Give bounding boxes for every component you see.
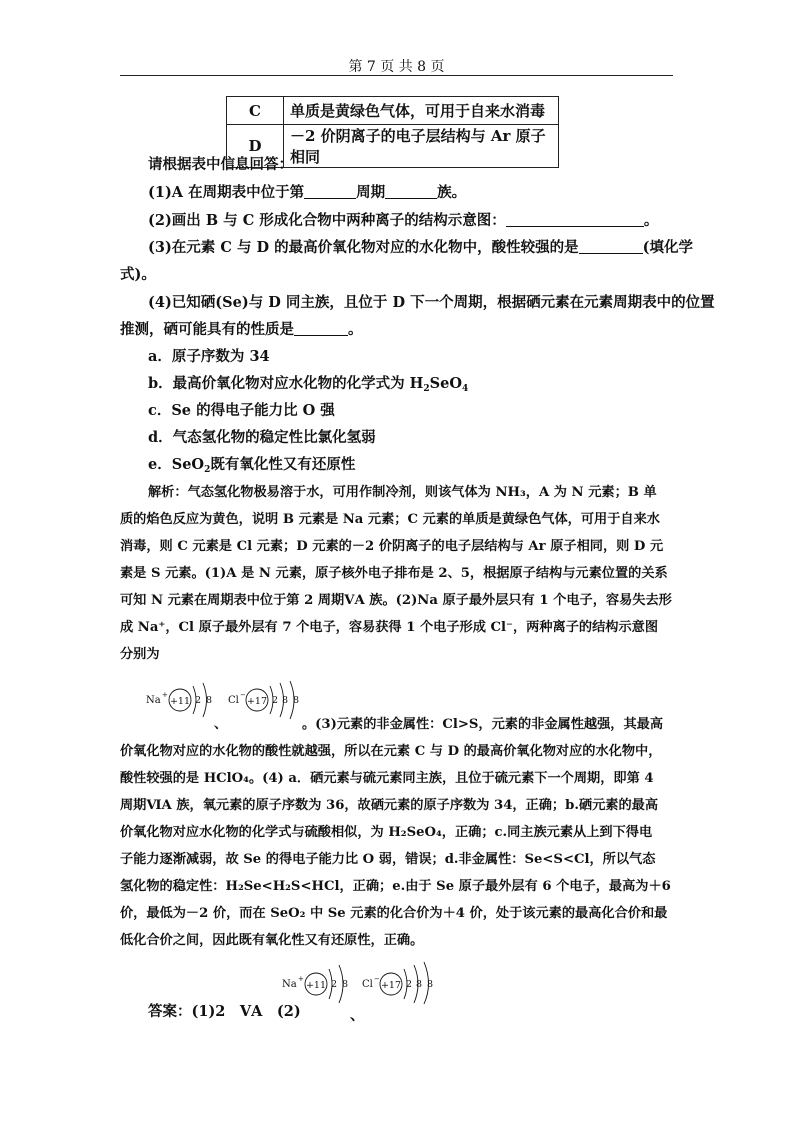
analysis-line [120, 589, 672, 608]
option-c-text: c．Se 的得电子能力比 O 强 [148, 402, 335, 419]
q2-text-a: (2)画出 B 与 C 形成化合物中两种离子的结构示意图： [148, 212, 506, 229]
analysis-line [120, 508, 660, 527]
analysis-text: 周期ⅥA 族，氧元素的原子序数为 36，故硒元素的原子序数为 34，正确；b.硒元素的最高 [120, 798, 659, 813]
analysis-line [120, 848, 655, 867]
q3-text-b: (填化学 [642, 239, 693, 256]
shell-electron-count: 2 [406, 979, 413, 990]
option-d-text: d．气态氢化物的稳定性比氯化氢弱 [148, 429, 376, 446]
answer-blank[interactable] [294, 321, 348, 336]
table-cell-value: －2 价阴离子的电子层结构与 Ar 原子相同 [284, 125, 559, 168]
analysis-line [120, 740, 661, 759]
analysis-text: 素是 S 元素。(1)A 是 N 元素，原子核外电子排布是 2、5，根据原子结构与元素位置的关系 [120, 566, 668, 581]
subscript: 2 [423, 384, 430, 394]
page-number-label: 第 7 页 共 8 页 [348, 59, 445, 75]
analysis-line [120, 929, 423, 948]
q2-text-b: 。 [643, 212, 659, 229]
shell-electron-count: 8 [342, 979, 349, 990]
shell-electron-count: 8 [206, 695, 213, 706]
question-3 [148, 236, 693, 257]
table-cell-key: C [227, 97, 284, 125]
option-e [148, 453, 355, 475]
na-ion-structure-diagram [146, 680, 216, 720]
option-c [148, 399, 335, 420]
q1-text-a: (1)A 在周期表中位于第 [148, 184, 305, 201]
answer-blank[interactable] [304, 184, 356, 199]
separator-text: 、 [214, 717, 228, 732]
ion-charge: − [240, 691, 246, 699]
option-b-text-mid: SeO [429, 375, 462, 392]
analysis-line [120, 616, 658, 635]
answer-blank[interactable] [385, 184, 437, 199]
q3-text-c: 式)。 [120, 266, 156, 283]
ion-charge: − [374, 975, 380, 983]
cl-ion-structure-diagram [228, 680, 308, 720]
subscript: 4 [461, 384, 469, 394]
q1-text-c: 族。 [437, 184, 467, 201]
option-a [148, 345, 270, 366]
question-4-line2 [120, 318, 363, 339]
question-2 [148, 209, 658, 230]
analysis-text: 价，最低为－2 价，而在 SeO₂ 中 Se 元素的化合价为＋4 价，处于该元素的最高化合价和最 [120, 906, 668, 921]
analysis-text: 酸性较强的是 HClO₄。(4) a．硒元素与硫元素同主族，且位于硫元素下一个周期，即第 4 [120, 771, 654, 786]
atom-symbol: Cl [362, 979, 373, 990]
analysis-line [120, 562, 668, 581]
q3-text-a: (3)在元素 C 与 D 的最高价氧化物对应的水化物中，酸性较强的是 [148, 239, 579, 256]
analysis-text: 价氧化物对应的水化物的酸性就越强，所以在元素 C 与 D 的最高价氧化物对应的水化物中， [120, 744, 662, 759]
analysis-text: 。(3)元素的非金属性：Cl>S，元素的非金属性越强，其最高 [302, 717, 664, 732]
analysis-text: 质的焰色反应为黄色，说明 B 元素是 Na 元素；C 元素的单质是黄绿色气体，可用于自来水 [120, 512, 660, 527]
analysis-text: 气态氢化物极易溶于水，可用作制冷剂，则该气体为 NH₃，A 为 N 元素；B 单 [187, 485, 657, 500]
q4-text-b: 。 [348, 321, 363, 338]
analysis-line [120, 794, 658, 813]
answer-label: 答案： [148, 1003, 192, 1020]
separator-text: 、 [350, 1007, 365, 1024]
table-row [227, 97, 559, 125]
cl-ion-structure-diagram [362, 960, 444, 1004]
question-intro [148, 153, 293, 174]
ion-charge: + [298, 975, 304, 983]
answer-blank[interactable] [506, 212, 644, 227]
analysis-text: 消毒，则 C 元素是 Cl 元素；D 元素的－2 价阴离子的电子层结构与 Ar 原子相同，则 D 元 [120, 539, 664, 554]
table-cell-value: 单质是黄绿色气体，可用于自来水消毒 [284, 97, 559, 125]
page-header [120, 55, 673, 76]
shell-electron-count: 8 [416, 979, 423, 990]
shell-electron-count: 8 [293, 695, 300, 706]
q4-text-line1: (4)已知硒(Se)与 D 同主族，且位于 D 下一个周期，根据硒元素在元素周期表中的位置 [148, 294, 715, 311]
analysis-text: 分别为 [120, 647, 160, 662]
q1-text-b: 周期 [356, 184, 386, 201]
nucleus-charge: +11 [169, 696, 191, 707]
option-b-text: b．最高价氧化物对应水化物的化学式为 H [148, 375, 424, 392]
analysis-line [148, 481, 657, 500]
analysis-label: 解析： [148, 485, 188, 500]
option-e-text: e．SeO [148, 456, 205, 473]
q4-text-a: 推测，硒可能具有的性质是 [120, 321, 294, 338]
analysis-line [120, 875, 671, 894]
shell-electron-count: 2 [272, 695, 279, 706]
question-1 [148, 181, 466, 202]
analysis-line [120, 821, 652, 840]
atom-symbol: Na [146, 695, 161, 706]
question-intro-text: 请根据表中信息回答： [148, 156, 293, 173]
table-cell-key: D [227, 125, 284, 168]
analysis-text: 子能力逐渐减弱，故 Se 的得电子能力比 O 弱，错误；d.非金属性：Se<S<Cl，所以气态 [120, 852, 656, 867]
shell-electron-count: 2 [331, 979, 338, 990]
question-4-line1 [148, 291, 715, 312]
analysis-line [120, 767, 654, 786]
analysis-text: 可知 N 元素在周期表中位于第 2 周期ⅤA 族。(2)Na 原子最外层只有 1 个电子，容易失去形 [120, 593, 672, 608]
shell-electron-count: 8 [427, 979, 434, 990]
analysis-line [120, 902, 667, 921]
option-b [148, 372, 468, 394]
ion-charge: + [162, 691, 168, 699]
diagram-separator [214, 713, 227, 732]
answer-line [148, 1000, 301, 1021]
option-a-text: a．原子序数为 34 [148, 348, 270, 365]
subscript: 2 [204, 465, 211, 475]
nucleus-charge: +11 [305, 980, 327, 991]
analysis-text: 成 Na⁺，Cl 原子最外层有 7 个电子，容易获得 1 个电子形成 Cl⁻，两种离子的结构示意图 [120, 620, 659, 635]
na-ion-structure-diagram [282, 962, 352, 1004]
answer-separator [350, 1004, 365, 1025]
nucleus-charge: +17 [380, 980, 402, 991]
shell-electron-count: 2 [195, 695, 202, 706]
analysis-line [120, 535, 663, 554]
option-d [148, 426, 376, 447]
nucleus-charge: +17 [246, 696, 268, 707]
question-3-cont [120, 263, 156, 284]
atom-symbol: Cl [228, 695, 239, 706]
analysis-text: 价氧化物对应水化物的化学式与硫酸相似，为 H₂SeO₄，正确；c.同主族元素从上到下得电 [120, 825, 653, 840]
option-e-text-post: 既有氧化性又有还原性 [210, 456, 356, 473]
analysis-text: 氢化物的稳定性：H₂Se<H₂S<HCl，正确；e.由于 Se 原子最外层有 6 个电子，最高为＋6 [120, 879, 671, 894]
atom-symbol: Na [282, 979, 297, 990]
answer-blank[interactable] [579, 239, 643, 254]
answer-text: (1)2 ⅤA (2) [191, 1003, 301, 1020]
analysis-line [120, 643, 160, 662]
shell-electron-count: 8 [282, 695, 289, 706]
analysis-line [302, 713, 663, 732]
analysis-text: 低化合价之间，因此既有氧化性又有还原性，正确。 [120, 933, 424, 948]
